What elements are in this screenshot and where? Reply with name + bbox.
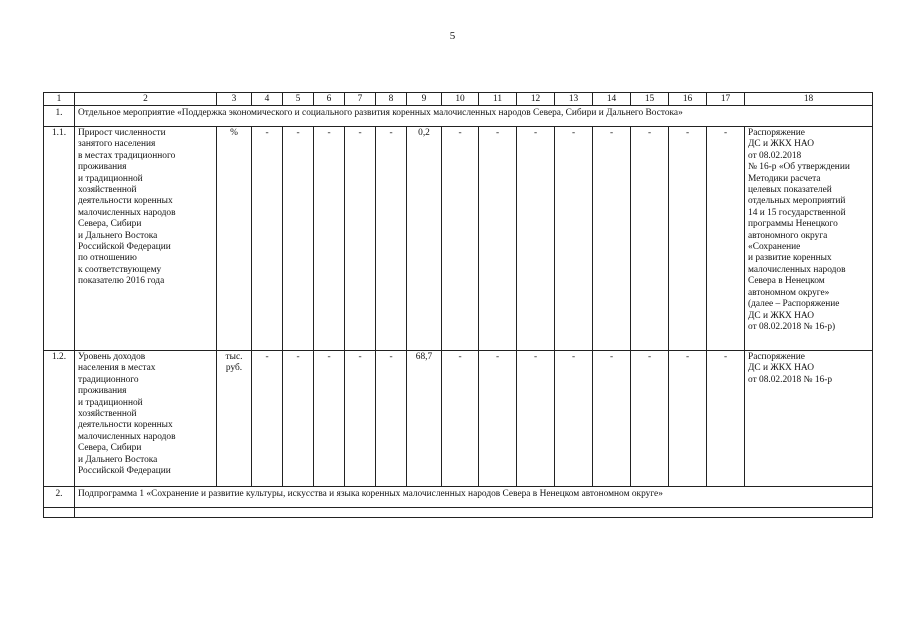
table-row	[44, 351, 873, 487]
row-number: 1.1.	[44, 127, 75, 351]
value-cell: -	[555, 351, 593, 487]
column-header: 9	[407, 93, 442, 106]
value-cell: -	[345, 351, 376, 487]
section-number: 1.	[44, 106, 75, 127]
value-cell: -	[314, 351, 345, 487]
value-cell: -	[669, 127, 707, 351]
value-cell: -	[479, 351, 517, 487]
table-row	[44, 127, 873, 351]
indicator-name: Прирост численности занятого населения в местах традиционного проживания и традиционной хозяйственной деятельности коренных малочисленных народов Севера, Сибири и Дальнего Востока Российской Федерации по отношению к соответствующему показателю 2016 года	[75, 127, 217, 351]
value-cell: -	[283, 127, 314, 351]
value-cell: -	[376, 127, 407, 351]
column-header: 8	[376, 93, 407, 106]
column-header: 13	[555, 93, 593, 106]
column-header: 2	[75, 93, 217, 106]
value-cell: -	[345, 127, 376, 351]
value-cell: -	[593, 351, 631, 487]
blank-cell	[75, 508, 873, 518]
row-number: 1.2.	[44, 351, 75, 487]
source-document: Распоряжение ДС и ЖКХ НАО от 08.02.2018 № 16-р «Об утверждении Методики расчета целевых показателей отдельных мероприятий 14 и 15 государственной программы Ненецкого автономного округа «Сохранение и развитие коренных малочисленных народов Севера в Ненецком автономном округе» (далее – Распоряжение ДС и ЖКХ НАО от 08.02.2018 № 16-р)	[745, 127, 873, 351]
column-header: 14	[593, 93, 631, 106]
blank-cell	[44, 508, 75, 518]
column-header: 12	[517, 93, 555, 106]
section-title: Подпрограмма 1 «Сохранение и развитие культуры, искусства и языка коренных малочисленных народов Севера в Ненецком автономном округе»	[75, 487, 873, 508]
indicator-name: Уровень доходов населения в местах традиционного проживания и традиционной хозяйственной деятельности коренных малочисленных народов Севера, Сибири и Дальнего Востока Российской Федерации	[75, 351, 217, 487]
value-cell: 0,2	[407, 127, 442, 351]
value-cell: -	[517, 127, 555, 351]
column-header: 11	[479, 93, 517, 106]
value-cell: -	[631, 351, 669, 487]
value-cell: -	[314, 127, 345, 351]
value-cell: 68,7	[407, 351, 442, 487]
unit-cell: тыс. руб.	[217, 351, 252, 487]
value-cell: -	[517, 351, 555, 487]
column-header: 10	[442, 93, 479, 106]
value-cell: -	[707, 351, 745, 487]
column-header: 4	[252, 93, 283, 106]
column-header: 16	[669, 93, 707, 106]
value-cell: -	[283, 351, 314, 487]
section-title: Отдельное мероприятие «Поддержка экономического и социального развития коренных малочисленных народов Севера, Сибири и Дальнего Востока»	[75, 106, 873, 127]
column-header: 5	[283, 93, 314, 106]
column-header: 17	[707, 93, 745, 106]
table-row-blank	[44, 508, 873, 518]
value-cell: -	[252, 351, 283, 487]
value-cell: -	[252, 127, 283, 351]
column-header-row	[44, 93, 873, 106]
column-header: 3	[217, 93, 252, 106]
section-row	[44, 106, 873, 127]
value-cell: -	[669, 351, 707, 487]
value-cell: -	[631, 127, 669, 351]
column-header: 1	[44, 93, 75, 106]
source-document: Распоряжение ДС и ЖКХ НАО от 08.02.2018 № 16-р	[745, 351, 873, 487]
value-cell: -	[442, 351, 479, 487]
page-number: 5	[449, 30, 456, 42]
value-cell: -	[593, 127, 631, 351]
value-cell: -	[479, 127, 517, 351]
indicators-table	[43, 92, 873, 518]
value-cell: -	[555, 127, 593, 351]
section-row	[44, 487, 873, 508]
section-number: 2.	[44, 487, 75, 508]
column-header: 6	[314, 93, 345, 106]
unit-cell: %	[217, 127, 252, 351]
value-cell: -	[442, 127, 479, 351]
value-cell: -	[707, 127, 745, 351]
column-header: 7	[345, 93, 376, 106]
column-header: 15	[631, 93, 669, 106]
value-cell: -	[376, 351, 407, 487]
column-header: 18	[745, 93, 873, 106]
